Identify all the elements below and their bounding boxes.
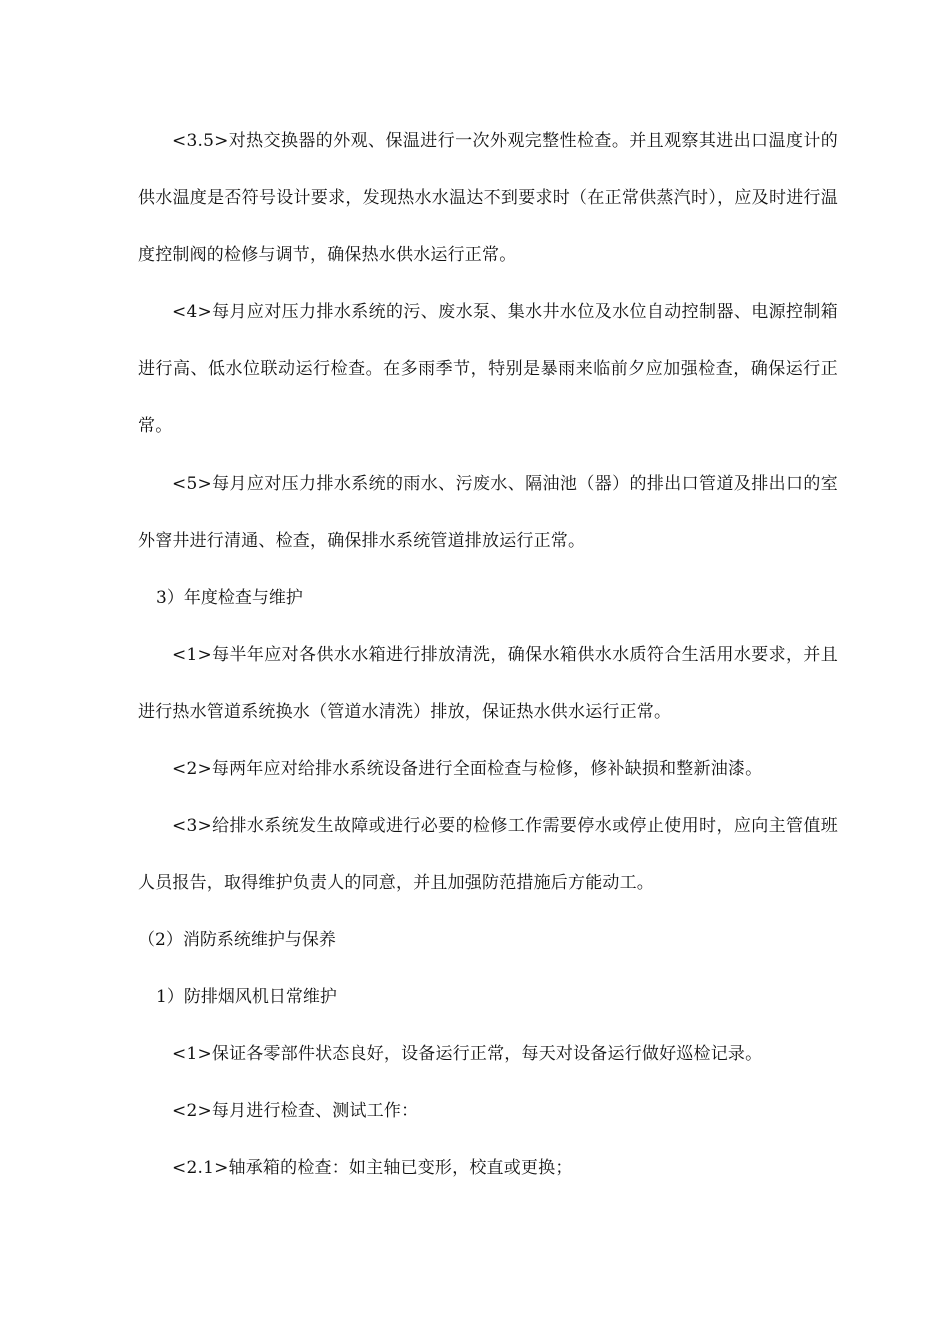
paragraph-annual-2: <2>每两年应对给排水系统设备进行全面检查与检修，修补缺损和整新油漆。 [172,759,763,779]
paragraph-annual-3: <3>给排水系统发生故障或进行必要的检修工作需要停水或停止使用时，应向主管值班人员报告，取得维护负责人的同意，并且加强防范措施后方能动工。 [138,816,838,893]
paragraph-4: <4>每月应对压力排水系统的污、废水泵、集水井水位及水位自动控制器、电源控制箱进行高、低水位联动运行检查。在多雨季节，特别是暴雨来临前夕应加强检查，确保运行正常。 [138,302,838,436]
paragraph-fan-2: <2>每月进行检查、测试工作： [172,1101,419,1121]
paragraph-fan-2-1: <2.1>轴承箱的检查：如主轴已变形，校直或更换； [172,1158,573,1178]
heading-smoke-fan: 1）防排烟风机日常维护 [156,987,337,1007]
paragraph-annual-1: <1>每半年应对各供水水箱进行排放清洗，确保水箱供水水质符合生活用水要求，并且进行热水管道系统换水（管道水清洗）排放，保证热水供水运行正常。 [138,645,838,722]
paragraph-fan-1: <1>保证各零部件状态良好，设备运行正常，每天对设备运行做好巡检记录。 [172,1044,763,1064]
heading-annual-inspection: 3）年度检查与维护 [156,588,303,608]
heading-fire-system: （2）消防系统维护与保养 [138,930,336,950]
paragraph-5: <5>每月应对压力排水系统的雨水、污废水、隔油池（器）的排出口管道及排出口的室外窨井进行清通、检查，确保排水系统管道排放运行正常。 [138,474,838,551]
paragraph-3-5: <3.5>对热交换器的外观、保温进行一次外观完整性检查。并且观察其进出口温度计的供水温度是否符号设计要求，发现热水水温达不到要求时（在正常供蒸汽时），应及时进行温度控制阀的检修与调节，确保热水供水运行正常。 [138,131,838,265]
